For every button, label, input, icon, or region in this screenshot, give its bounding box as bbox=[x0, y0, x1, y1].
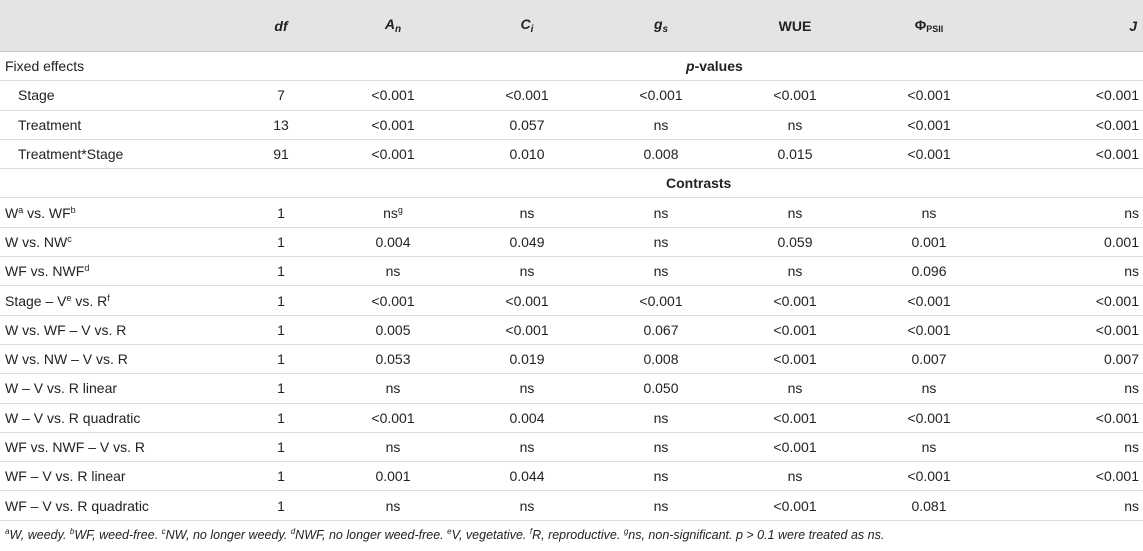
fixed-effects-label: Fixed effects bbox=[0, 52, 236, 81]
footnote-text: NW, no longer weedy. bbox=[165, 528, 291, 542]
row-label: W vs. NW – V vs. R bbox=[0, 344, 236, 373]
cell-gs: 0.008 bbox=[594, 139, 728, 168]
footnote-marker: f bbox=[529, 527, 533, 536]
cell-wue: 0.059 bbox=[728, 227, 862, 256]
table-row bbox=[0, 374, 1143, 403]
cell-An: ns bbox=[326, 374, 460, 403]
cell-phi: <0.001 bbox=[862, 286, 996, 315]
cell-Ci: ns bbox=[460, 257, 594, 286]
cell-phi: <0.001 bbox=[862, 110, 996, 139]
cell-An: <0.001 bbox=[326, 110, 460, 139]
cell-Ci: <0.001 bbox=[460, 315, 594, 344]
cell-Ci: 0.057 bbox=[460, 110, 594, 139]
fixed-effects-row bbox=[0, 52, 1143, 81]
table-row bbox=[0, 462, 1143, 491]
cell-phi: <0.001 bbox=[862, 462, 996, 491]
cell-phi: ns bbox=[862, 432, 996, 461]
cell-df: 1 bbox=[236, 257, 326, 286]
footnote-text: W, weedy. bbox=[9, 528, 70, 542]
cell-gs: ns bbox=[594, 198, 728, 227]
header-wue: WUE bbox=[728, 0, 862, 52]
contrasts-heading: Contrasts bbox=[594, 169, 862, 198]
cell-j: ns bbox=[996, 257, 1143, 286]
cell-df: 91 bbox=[236, 139, 326, 168]
cell-gs: ns bbox=[594, 462, 728, 491]
table-row bbox=[0, 432, 1143, 461]
cell-wue: ns bbox=[728, 462, 862, 491]
footnote-marker: e bbox=[447, 527, 452, 536]
cell-df: 1 bbox=[236, 286, 326, 315]
cell-j: 0.007 bbox=[996, 344, 1143, 373]
cell-An: <0.001 bbox=[326, 403, 460, 432]
header-gs: $g_s$ bbox=[594, 0, 728, 52]
table-row bbox=[0, 344, 1143, 373]
cell-An: <0.001 bbox=[326, 139, 460, 168]
row-label: WF – V vs. R linear bbox=[0, 462, 236, 491]
cell-df: 13 bbox=[236, 110, 326, 139]
header-ci: $C_i$ bbox=[460, 0, 594, 52]
table-row bbox=[0, 315, 1143, 344]
table-row bbox=[0, 139, 1143, 168]
cell-j: <0.001 bbox=[996, 315, 1143, 344]
footnote-text: R, reproductive. bbox=[532, 528, 624, 542]
cell-gs: ns bbox=[594, 403, 728, 432]
cell-df: 1 bbox=[236, 491, 326, 520]
footnote-text: WF, weed-free. bbox=[74, 528, 162, 542]
row-label: WF vs. NWF$^d$ bbox=[0, 257, 236, 286]
cell-wue: <0.001 bbox=[728, 491, 862, 520]
cell-wue: <0.001 bbox=[728, 315, 862, 344]
cell-phi: 0.001 bbox=[862, 227, 996, 256]
cell-phi: 0.096 bbox=[862, 257, 996, 286]
table-row bbox=[0, 491, 1143, 520]
cell-j: ns bbox=[996, 374, 1143, 403]
cell-j: <0.001 bbox=[996, 139, 1143, 168]
footnote-marker: a bbox=[5, 527, 10, 536]
cell-Ci: ns bbox=[460, 374, 594, 403]
table-footnote bbox=[5, 528, 884, 542]
cell-wue: ns bbox=[728, 374, 862, 403]
header-blank bbox=[0, 0, 236, 52]
cell-An: <0.001 bbox=[326, 286, 460, 315]
cell-df: 1 bbox=[236, 227, 326, 256]
row-label: WF vs. NWF – V vs. R bbox=[0, 432, 236, 461]
cell-wue: ns bbox=[728, 257, 862, 286]
table-body bbox=[0, 52, 1143, 521]
row-label: Treatment bbox=[0, 110, 236, 139]
cell-gs: <0.001 bbox=[594, 81, 728, 110]
table-row bbox=[0, 198, 1143, 227]
cell-wue: <0.001 bbox=[728, 432, 862, 461]
row-label: Stage – Ve vs. $R^f$ bbox=[0, 286, 236, 315]
cell-gs: ns bbox=[594, 432, 728, 461]
cell-j: 0.001 bbox=[996, 227, 1143, 256]
header-an: $A_n$ bbox=[326, 0, 460, 52]
cell-j: <0.001 bbox=[996, 81, 1143, 110]
cell-wue: 0.015 bbox=[728, 139, 862, 168]
cell-phi: ns bbox=[862, 198, 996, 227]
cell-df: 1 bbox=[236, 198, 326, 227]
row-label: $W^a$ vs. $WF^b$ bbox=[0, 198, 236, 227]
cell-An: 0.053 bbox=[326, 344, 460, 373]
header-j: J bbox=[996, 0, 1143, 52]
cell-An: ns bbox=[326, 491, 460, 520]
cell-wue: ns bbox=[728, 198, 862, 227]
table-row bbox=[0, 110, 1143, 139]
footnote-marker: g bbox=[623, 527, 629, 536]
footnote-text: NWF, no longer weed-free. bbox=[295, 528, 448, 542]
cell-phi: <0.001 bbox=[862, 315, 996, 344]
cell-phi: 0.007 bbox=[862, 344, 996, 373]
table-row bbox=[0, 286, 1143, 315]
cell-An: 0.001 bbox=[326, 462, 460, 491]
cell-wue: <0.001 bbox=[728, 403, 862, 432]
cell-df: 1 bbox=[236, 432, 326, 461]
p-values-heading: p-values bbox=[594, 52, 862, 81]
cell-gs: ns bbox=[594, 257, 728, 286]
footnote-marker: b bbox=[69, 527, 75, 536]
cell-df: 1 bbox=[236, 374, 326, 403]
cell-wue: <0.001 bbox=[728, 286, 862, 315]
cell-An: 0.004 bbox=[326, 227, 460, 256]
row-label: WF – V vs. R quadratic bbox=[0, 491, 236, 520]
footnote-marker: c bbox=[161, 527, 166, 536]
cell-df: 1 bbox=[236, 403, 326, 432]
cell-j: <0.001 bbox=[996, 403, 1143, 432]
cell-phi: ns bbox=[862, 374, 996, 403]
cell-An: 0.005 bbox=[326, 315, 460, 344]
cell-gs: 0.008 bbox=[594, 344, 728, 373]
row-label: W – V vs. R linear bbox=[0, 374, 236, 403]
cell-gs: 0.050 bbox=[594, 374, 728, 403]
cell-gs: ns bbox=[594, 227, 728, 256]
footnote-text: V, vegetative. bbox=[451, 528, 530, 542]
row-label: W vs. WF – V vs. R bbox=[0, 315, 236, 344]
cell-df: 1 bbox=[236, 315, 326, 344]
cell-j: ns bbox=[996, 432, 1143, 461]
table-row bbox=[0, 403, 1143, 432]
cell-Ci: ns bbox=[460, 491, 594, 520]
cell-Ci: 0.010 bbox=[460, 139, 594, 168]
cell-gs: ns bbox=[594, 110, 728, 139]
cell-wue: <0.001 bbox=[728, 344, 862, 373]
cell-j: ns bbox=[996, 198, 1143, 227]
cell-gs: <0.001 bbox=[594, 286, 728, 315]
cell-Ci: <0.001 bbox=[460, 286, 594, 315]
cell-Ci: 0.044 bbox=[460, 462, 594, 491]
row-label: Treatment*Stage bbox=[0, 139, 236, 168]
cell-Ci: 0.004 bbox=[460, 403, 594, 432]
cell-An: ns bbox=[326, 257, 460, 286]
cell-Ci: ns bbox=[460, 198, 594, 227]
cell-Ci: <0.001 bbox=[460, 81, 594, 110]
row-label: Stage bbox=[0, 81, 236, 110]
cell-wue: ns bbox=[728, 110, 862, 139]
cell-An: ns bbox=[326, 432, 460, 461]
cell-j: <0.001 bbox=[996, 110, 1143, 139]
footnote-marker: d bbox=[290, 527, 296, 536]
cell-j: <0.001 bbox=[996, 286, 1143, 315]
cell-Ci: 0.049 bbox=[460, 227, 594, 256]
cell-gs: 0.067 bbox=[594, 315, 728, 344]
cell-df: 1 bbox=[236, 462, 326, 491]
cell-phi: <0.001 bbox=[862, 139, 996, 168]
cell-Ci: ns bbox=[460, 432, 594, 461]
cell-j: ns bbox=[996, 491, 1143, 520]
table-row bbox=[0, 257, 1143, 286]
contrasts-heading-row bbox=[0, 169, 1143, 198]
row-label: W vs. $NW^c$ bbox=[0, 227, 236, 256]
cell-df: 7 bbox=[236, 81, 326, 110]
cell-phi: 0.081 bbox=[862, 491, 996, 520]
footnote-text: ns, non-significant. p > 0.1 were treated as ns. bbox=[628, 528, 885, 542]
row-label: W – V vs. R quadratic bbox=[0, 403, 236, 432]
cell-gs: ns bbox=[594, 491, 728, 520]
header-df: df bbox=[236, 0, 326, 52]
table-row bbox=[0, 227, 1143, 256]
header-phi: ΦPSII bbox=[862, 0, 996, 52]
cell-An: <0.001 bbox=[326, 81, 460, 110]
cell-wue: <0.001 bbox=[728, 81, 862, 110]
header-row bbox=[0, 0, 1143, 52]
cell-phi: <0.001 bbox=[862, 81, 996, 110]
cell-j: <0.001 bbox=[996, 462, 1143, 491]
cell-An: $ns^g$ bbox=[326, 198, 460, 227]
cell-df: 1 bbox=[236, 344, 326, 373]
cell-Ci: 0.019 bbox=[460, 344, 594, 373]
table-row bbox=[0, 81, 1143, 110]
cell-phi: <0.001 bbox=[862, 403, 996, 432]
